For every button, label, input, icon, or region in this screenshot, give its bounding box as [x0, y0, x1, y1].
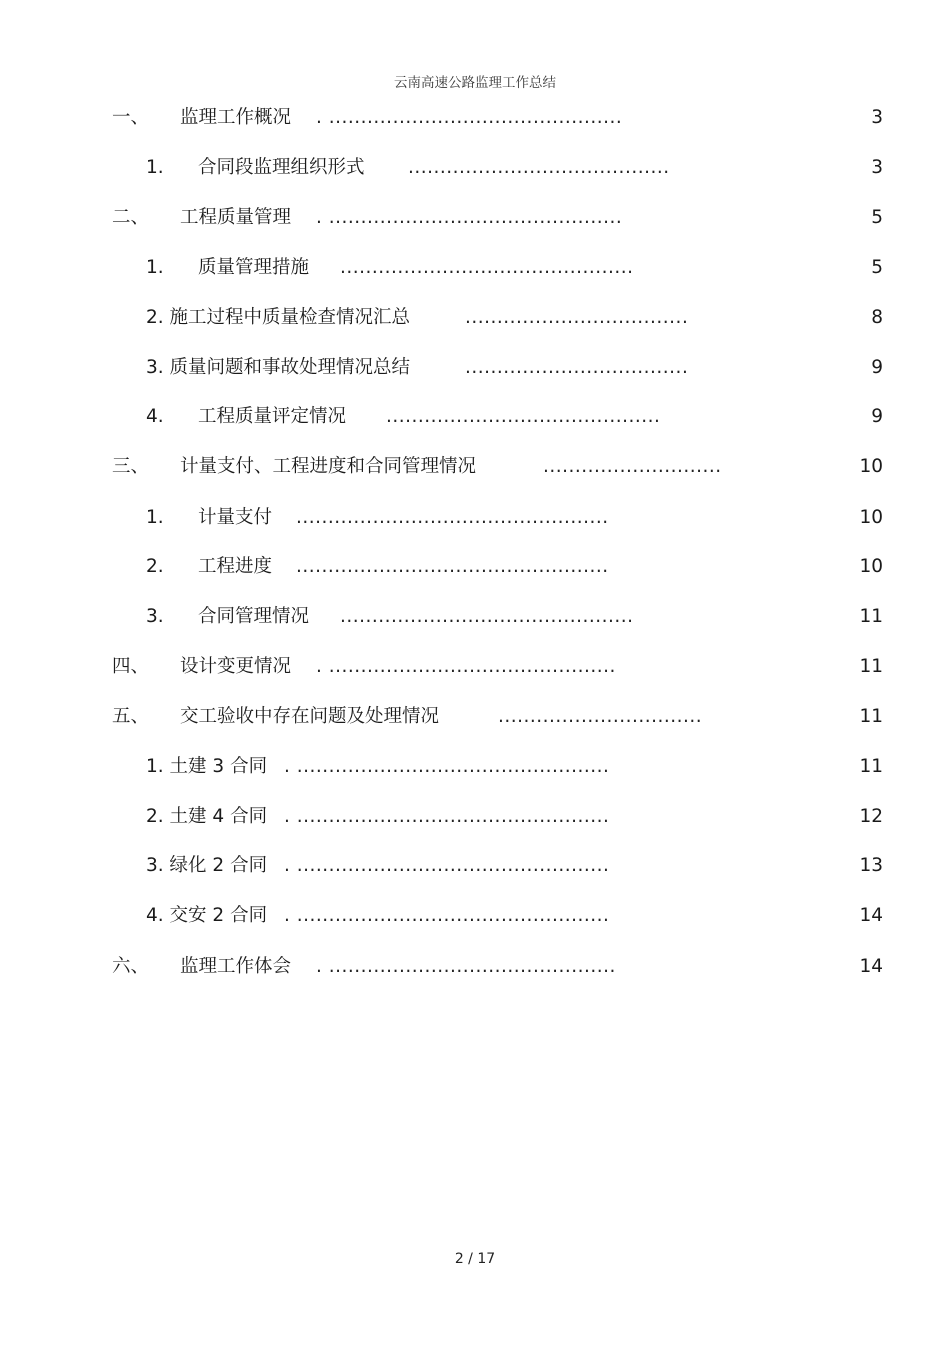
toc-page: 14: [859, 905, 883, 926]
toc-entry[interactable]: [0, 402, 950, 432]
toc-title: 2. 土建 4 合同: [146, 806, 268, 827]
toc-entry[interactable]: [0, 452, 950, 482]
toc-entry[interactable]: [0, 802, 950, 832]
page-number-footer: 2 / 17: [454, 1251, 496, 1267]
toc-page: 5: [871, 207, 883, 228]
toc-number: 六、: [112, 956, 150, 977]
toc-leader: ..............................................: [340, 257, 634, 278]
toc-page: 11: [859, 656, 883, 677]
toc-page: 13: [859, 855, 883, 876]
toc-leader: . .................................................: [284, 855, 610, 876]
toc-title: 工程质量评定情况: [198, 406, 347, 427]
toc-title: 设计变更情况: [180, 656, 292, 677]
toc-number: 一、: [112, 107, 150, 128]
toc-title: 工程进度: [198, 556, 273, 577]
toc-entry[interactable]: [0, 552, 950, 582]
toc-leader: . ..............................................: [316, 207, 623, 228]
toc-title: 工程质量管理: [180, 207, 292, 228]
toc-leader: .........................................: [408, 157, 670, 178]
toc-leader: . .............................................: [316, 956, 616, 977]
toc-leader: .................................................: [296, 556, 609, 577]
toc-number: 1.: [146, 157, 164, 178]
toc-entry[interactable]: [0, 303, 950, 333]
running-header: 云南高速公路监理工作总结: [394, 75, 556, 91]
toc-page: 11: [859, 756, 883, 777]
toc-leader: ...........................................: [386, 406, 661, 427]
toc-title: 2. 施工过程中质量检查情况汇总: [146, 307, 411, 328]
toc-page: 10: [859, 456, 883, 477]
toc-page: 10: [859, 556, 883, 577]
toc-leader: .................................................: [296, 507, 609, 528]
toc-title: 3. 质量问题和事故处理情况总结: [146, 357, 411, 378]
toc-entry[interactable]: [0, 103, 950, 133]
toc-entry[interactable]: [0, 952, 950, 982]
toc-number: 2.: [146, 556, 164, 577]
toc-title: 3. 绿化 2 合同: [146, 855, 268, 876]
toc-page: 3: [871, 107, 883, 128]
toc-entry[interactable]: [0, 503, 950, 533]
toc-leader: ............................: [543, 456, 722, 477]
toc-leader: . ..............................................: [316, 107, 623, 128]
toc-page: 11: [859, 706, 883, 727]
toc-title: 计量支付、工程进度和合同管理情况: [180, 456, 477, 477]
toc-leader: ...................................: [465, 357, 689, 378]
toc-title: 4. 交安 2 合同: [146, 905, 268, 926]
toc-entry[interactable]: [0, 203, 950, 233]
toc-number: 4.: [146, 406, 164, 427]
toc-entry[interactable]: [0, 851, 950, 881]
toc-page: 8: [871, 307, 883, 328]
toc-number: 3.: [146, 606, 164, 627]
toc-leader: . .................................................: [284, 756, 610, 777]
toc-entry[interactable]: [0, 602, 950, 632]
toc-title: 监理工作概况: [180, 107, 292, 128]
toc-entry[interactable]: [0, 153, 950, 183]
toc-entry[interactable]: [0, 253, 950, 283]
toc-entry[interactable]: [0, 702, 950, 732]
toc-page: 10: [859, 507, 883, 528]
toc-number: 1.: [146, 507, 164, 528]
toc-entry[interactable]: [0, 652, 950, 682]
toc-leader: . .................................................: [284, 806, 610, 827]
toc-title: 合同段监理组织形式: [198, 157, 365, 178]
toc-page: 9: [871, 357, 883, 378]
toc-title: 监理工作体会: [180, 956, 292, 977]
toc-leader: ...................................: [465, 307, 689, 328]
toc-leader: ................................: [498, 706, 703, 727]
toc-leader: . .............................................: [316, 656, 616, 677]
toc-number: 五、: [112, 706, 150, 727]
toc-page: 9: [871, 406, 883, 427]
toc-number: 二、: [112, 207, 150, 228]
toc-leader: ..............................................: [340, 606, 634, 627]
toc-entry[interactable]: [0, 353, 950, 383]
toc-title: 交工验收中存在问题及处理情况: [180, 706, 440, 727]
toc-number: 四、: [112, 656, 150, 677]
toc-number: 三、: [112, 456, 150, 477]
toc-leader: . .................................................: [284, 905, 610, 926]
toc-title: 质量管理措施: [198, 257, 310, 278]
toc-entry[interactable]: [0, 752, 950, 782]
toc-page: 3: [871, 157, 883, 178]
toc-page: 12: [859, 806, 883, 827]
toc-page: 14: [859, 956, 883, 977]
toc-entry[interactable]: [0, 901, 950, 931]
toc-page: 11: [859, 606, 883, 627]
toc-title: 计量支付: [198, 507, 273, 528]
toc-number: 1.: [146, 257, 164, 278]
toc-title: 合同管理情况: [198, 606, 310, 627]
toc-page: 5: [871, 257, 883, 278]
toc-title: 1. 土建 3 合同: [146, 756, 268, 777]
